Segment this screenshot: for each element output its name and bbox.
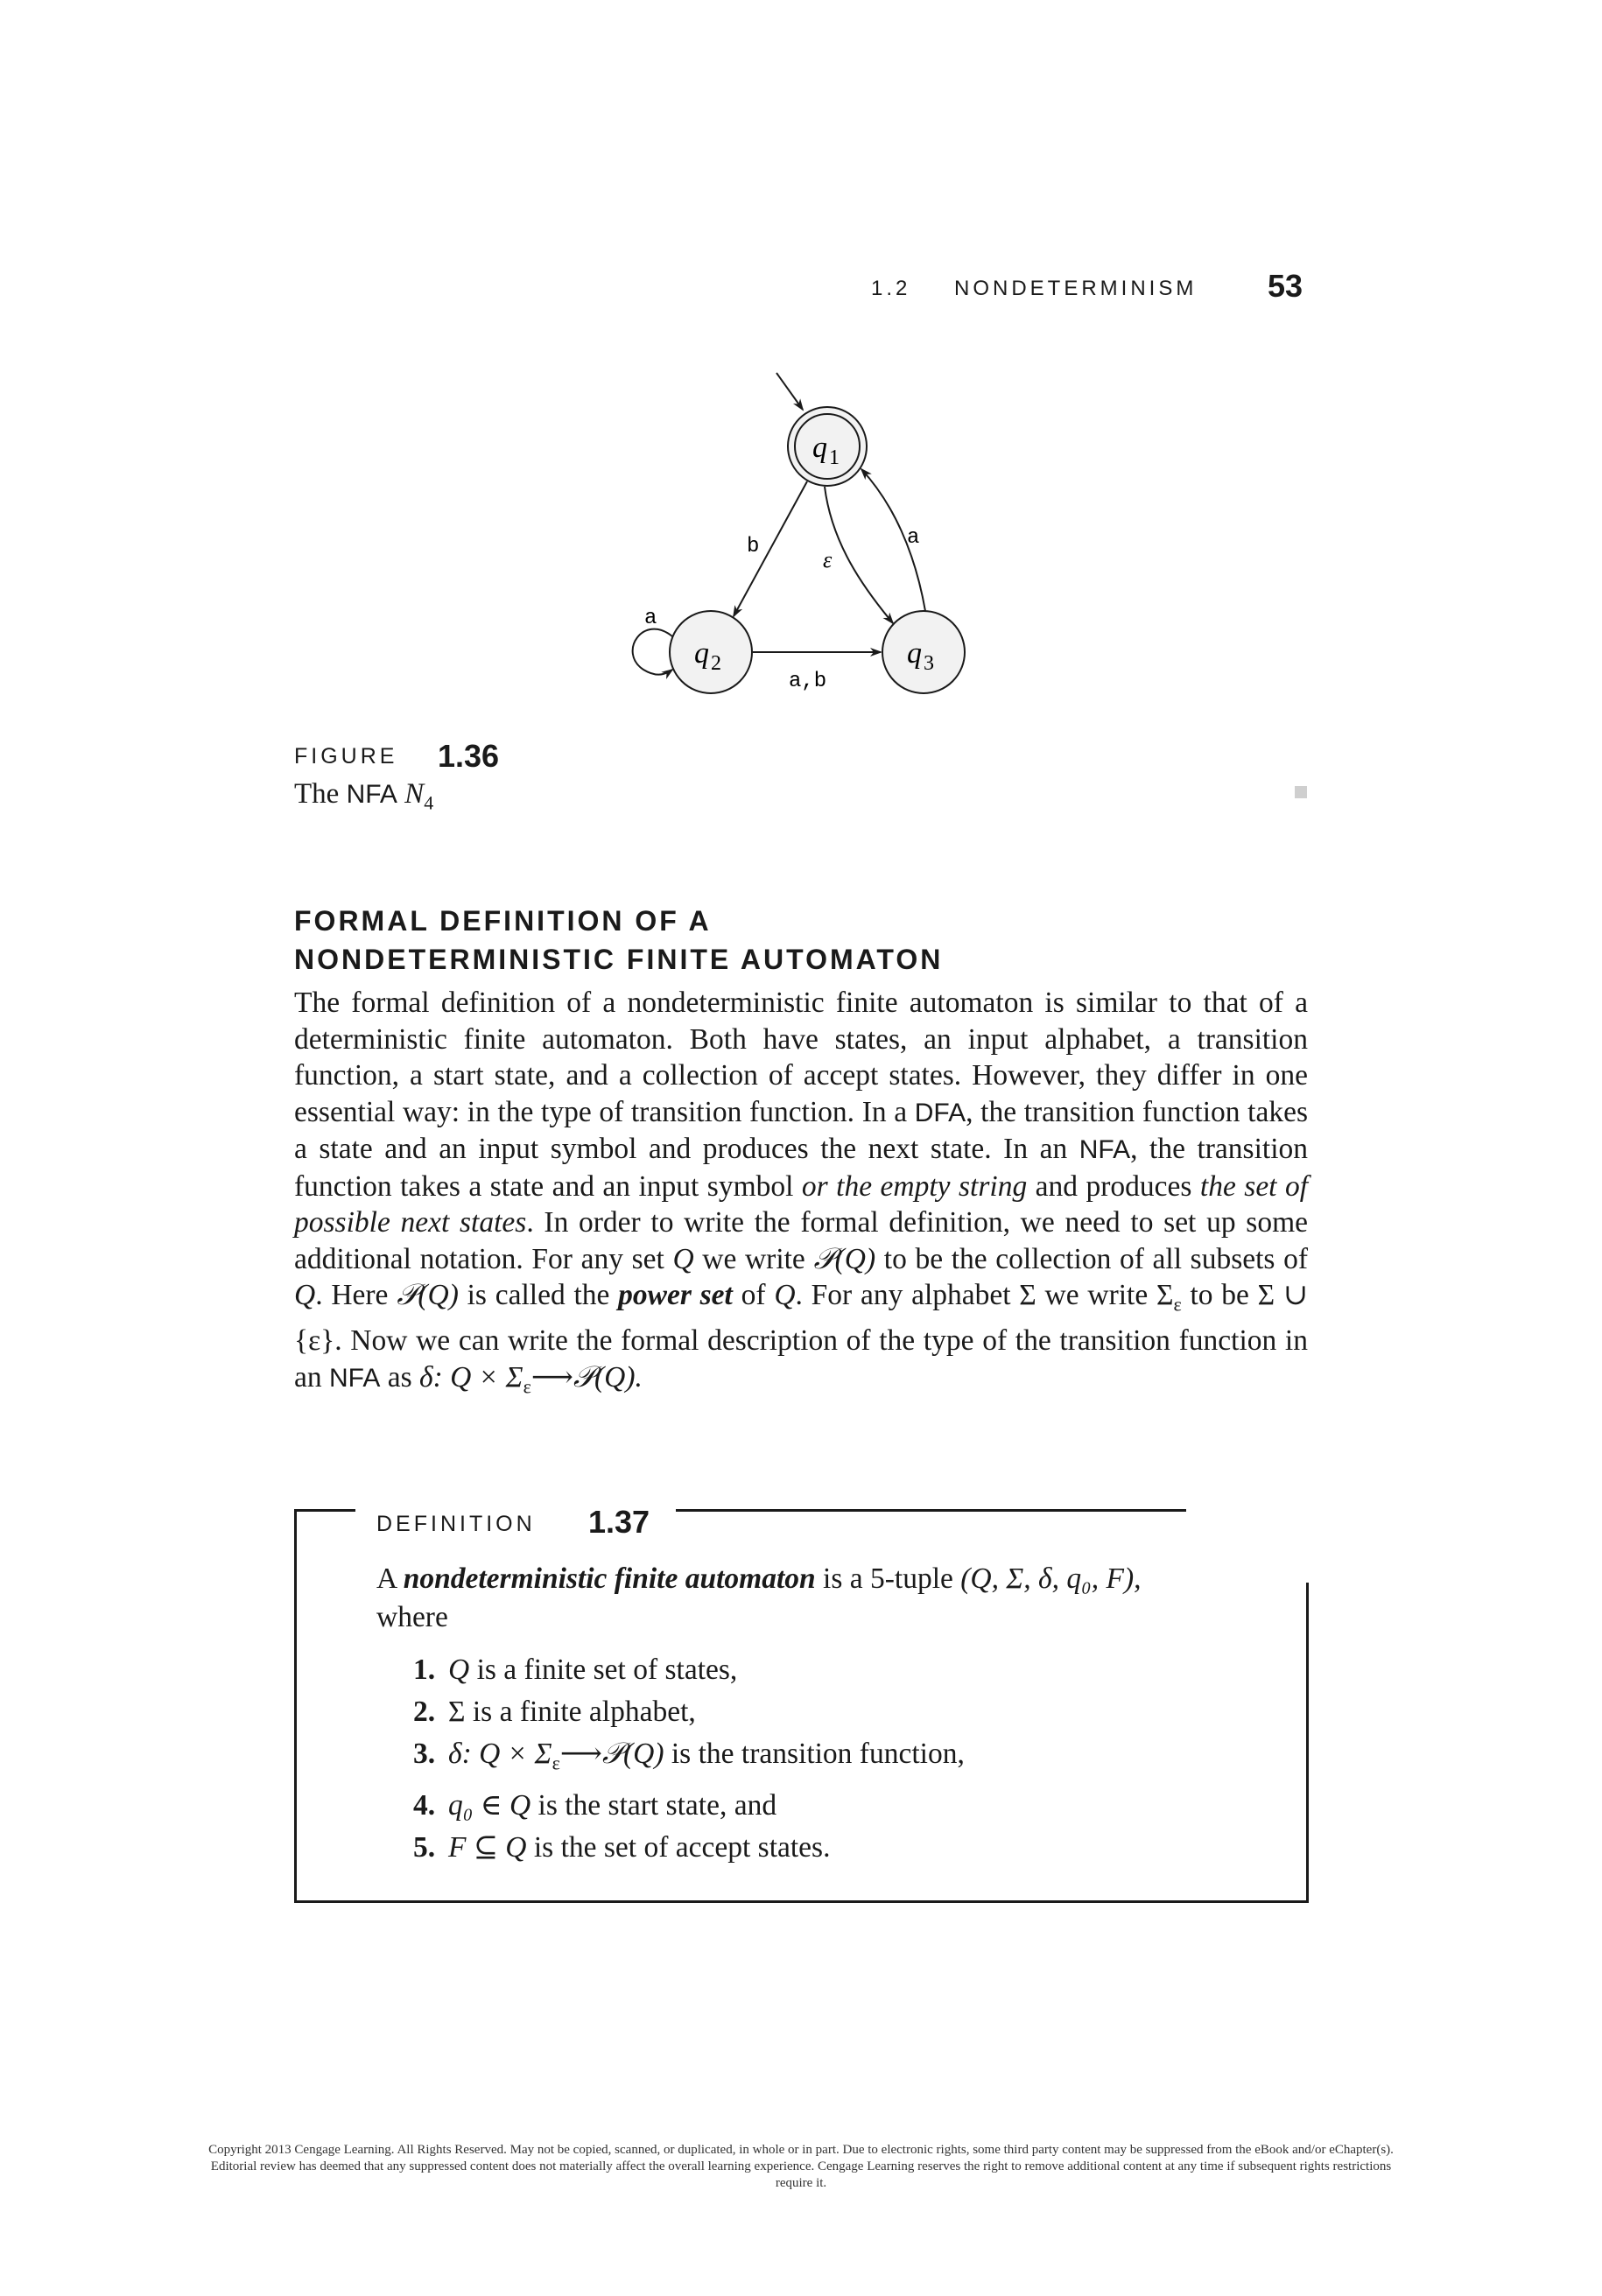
state-subscript: 2 (711, 652, 721, 675)
text-run: of (732, 1279, 775, 1311)
definition-box-top-rule (676, 1509, 1186, 1512)
text-run: where (376, 1601, 448, 1633)
item-math: q₀ ∈ Q (448, 1788, 531, 1822)
section-heading-line2: NONDETERMINISTIC FINITE AUTOMATON (294, 944, 944, 975)
math-sub-epsilon: ε (1173, 1293, 1182, 1316)
transition-label-epsilon: ε (823, 547, 833, 572)
text-run: . Here (315, 1279, 397, 1311)
body-paragraph (294, 985, 1308, 1405)
math-var: Q (774, 1279, 796, 1311)
transition-label-b: b (747, 535, 760, 558)
definition-list (413, 1649, 965, 1869)
caption-var: N (404, 778, 425, 810)
math-sub-epsilon: ε (523, 1375, 531, 1398)
math-power-set: 𝒫(Q) (397, 1279, 459, 1311)
text-run: , the transition function takes a state and an input symbol and produces the next state. In an (294, 1095, 1308, 1165)
math-sigma: Σ (1156, 1279, 1174, 1311)
term-power-set: power set (618, 1279, 733, 1311)
item-math: Q (448, 1654, 470, 1686)
section-heading (294, 902, 943, 979)
page-number: 53 (1268, 268, 1303, 304)
list-item (413, 1827, 965, 1869)
math-delta-type: δ: Q × Σ (419, 1360, 523, 1394)
transition-q1-q3 (825, 487, 893, 623)
math-delta-range: ⟶𝒫(Q). (530, 1360, 643, 1394)
definition-intro (376, 1560, 1252, 1637)
item-text: is the transition function, (664, 1738, 965, 1770)
state-q1 (788, 407, 867, 486)
transition-label-ab: a,b (789, 670, 827, 693)
copyright-notice: Copyright 2013 Cengage Learning. All Rights Reserved. May not be copied, scanned, or duplicated, in whole or in part. Due to electronic rights, some third party content may be suppressed from the eBook and/or eChapter(s). Editorial review has deemed that any suppressed content does not materially affect the overall learning experience. Cengage Learning reserves the right to remove additional content at any time if subsequent rights restrictions require it. (208, 2143, 1394, 2190)
list-item (413, 1691, 965, 1733)
item-number: 4. (413, 1788, 436, 1822)
item-number: 5. (413, 1830, 436, 1864)
item-math: F ⊆ Q (448, 1830, 527, 1864)
item-number: 1. (413, 1654, 436, 1686)
state-label: q (694, 637, 709, 670)
text-run: we write (693, 1242, 814, 1275)
text-run: is a 5-tuple (815, 1562, 961, 1595)
text-run: A (376, 1562, 404, 1595)
state-q2 (670, 611, 752, 693)
state-q3 (882, 611, 965, 693)
item-math: δ: Q × Σ (448, 1738, 552, 1770)
item-number: 3. (413, 1738, 436, 1770)
item-math: Σ (448, 1696, 466, 1728)
math-power-set: 𝒫(Q) (813, 1242, 876, 1275)
item-text: is the set of accept states. (526, 1830, 831, 1864)
definition-box-right (1306, 1583, 1309, 1903)
item-text: is a finite set of states, (469, 1654, 738, 1686)
transition-q2-self (633, 629, 672, 675)
text-run: The formal definition of a nondeterministic finite automaton is similar to that of a deterministic finite automaton. Both have states, an input alphabet, a transition function, a start state, and a collection of accept states. However, they differ in one essential way: in the type of transition function. In a (294, 987, 1308, 1128)
item-math: ⟶𝒫(Q) (559, 1738, 664, 1770)
item-text: is a finite alphabet, (465, 1696, 696, 1728)
list-item (413, 1733, 965, 1785)
list-item (413, 1785, 965, 1827)
math-tuple: (Q, Σ, δ, q₀, F), (960, 1562, 1142, 1595)
start-arrow (776, 373, 803, 410)
text-run: , the transition function takes a state and an input symbol (294, 1133, 1308, 1203)
transition-label-a: a (907, 526, 920, 550)
definition-label: DEFINITION (376, 1512, 536, 1536)
text-run: . For any alphabet Σ we write (795, 1279, 1156, 1311)
text-run: to be Σ ∪ {ε}. Now we can write the formal description of the type of the transition function in an (294, 1279, 1309, 1394)
emphasis: or the empty string (801, 1169, 1028, 1203)
nfa-diagram (0, 0, 1602, 788)
caption-prefix: The (294, 778, 340, 810)
math-var: Q (672, 1242, 694, 1275)
running-head-section-number: 1.2 (871, 277, 911, 300)
abbr-dfa: DFA (914, 1098, 966, 1127)
abbr-nfa: NFA (1079, 1135, 1131, 1164)
figure-label: FIGURE (294, 744, 398, 769)
definition-box-top-left (294, 1509, 355, 1512)
text-run: to be the collection of all subsets of (875, 1242, 1308, 1275)
state-subscript: 1 (829, 446, 840, 469)
transition-q1-q2 (734, 481, 807, 616)
state-label: q (907, 637, 922, 670)
abbr-nfa: NFA (329, 1363, 381, 1393)
caption-abbr: NFA (346, 780, 397, 809)
state-label: q (812, 432, 827, 464)
figure-caption (294, 778, 433, 815)
item-number: 2. (413, 1696, 436, 1728)
end-of-figure-marker (1295, 786, 1307, 798)
list-item (413, 1649, 965, 1691)
text-run: as (380, 1360, 420, 1394)
definition-box-left (294, 1509, 297, 1903)
text-run: . In order to write the formal definition, we need to set up some additional notation. For any set (294, 1206, 1308, 1275)
running-head-section-title: NONDETERMINISM (954, 277, 1198, 300)
definition-number: 1.37 (588, 1504, 650, 1540)
term-nfa: nondeterministic finite automaton (403, 1562, 816, 1595)
item-sub: ε (552, 1752, 560, 1774)
figure-number: 1.36 (438, 738, 500, 774)
text-run: is called the (458, 1279, 619, 1311)
state-subscript: 3 (924, 652, 934, 675)
math-var: Q (294, 1279, 316, 1311)
caption-sub: 4 (424, 791, 434, 814)
definition-box-bottom (294, 1900, 1309, 1903)
section-heading-line1: FORMAL DEFINITION OF A (294, 905, 712, 937)
text-run: and produces (1027, 1169, 1200, 1203)
transition-label-a-loop: a (644, 607, 657, 630)
item-text: is the start state, and (530, 1788, 777, 1822)
emphasis: the set of possible next states (294, 1169, 1309, 1239)
